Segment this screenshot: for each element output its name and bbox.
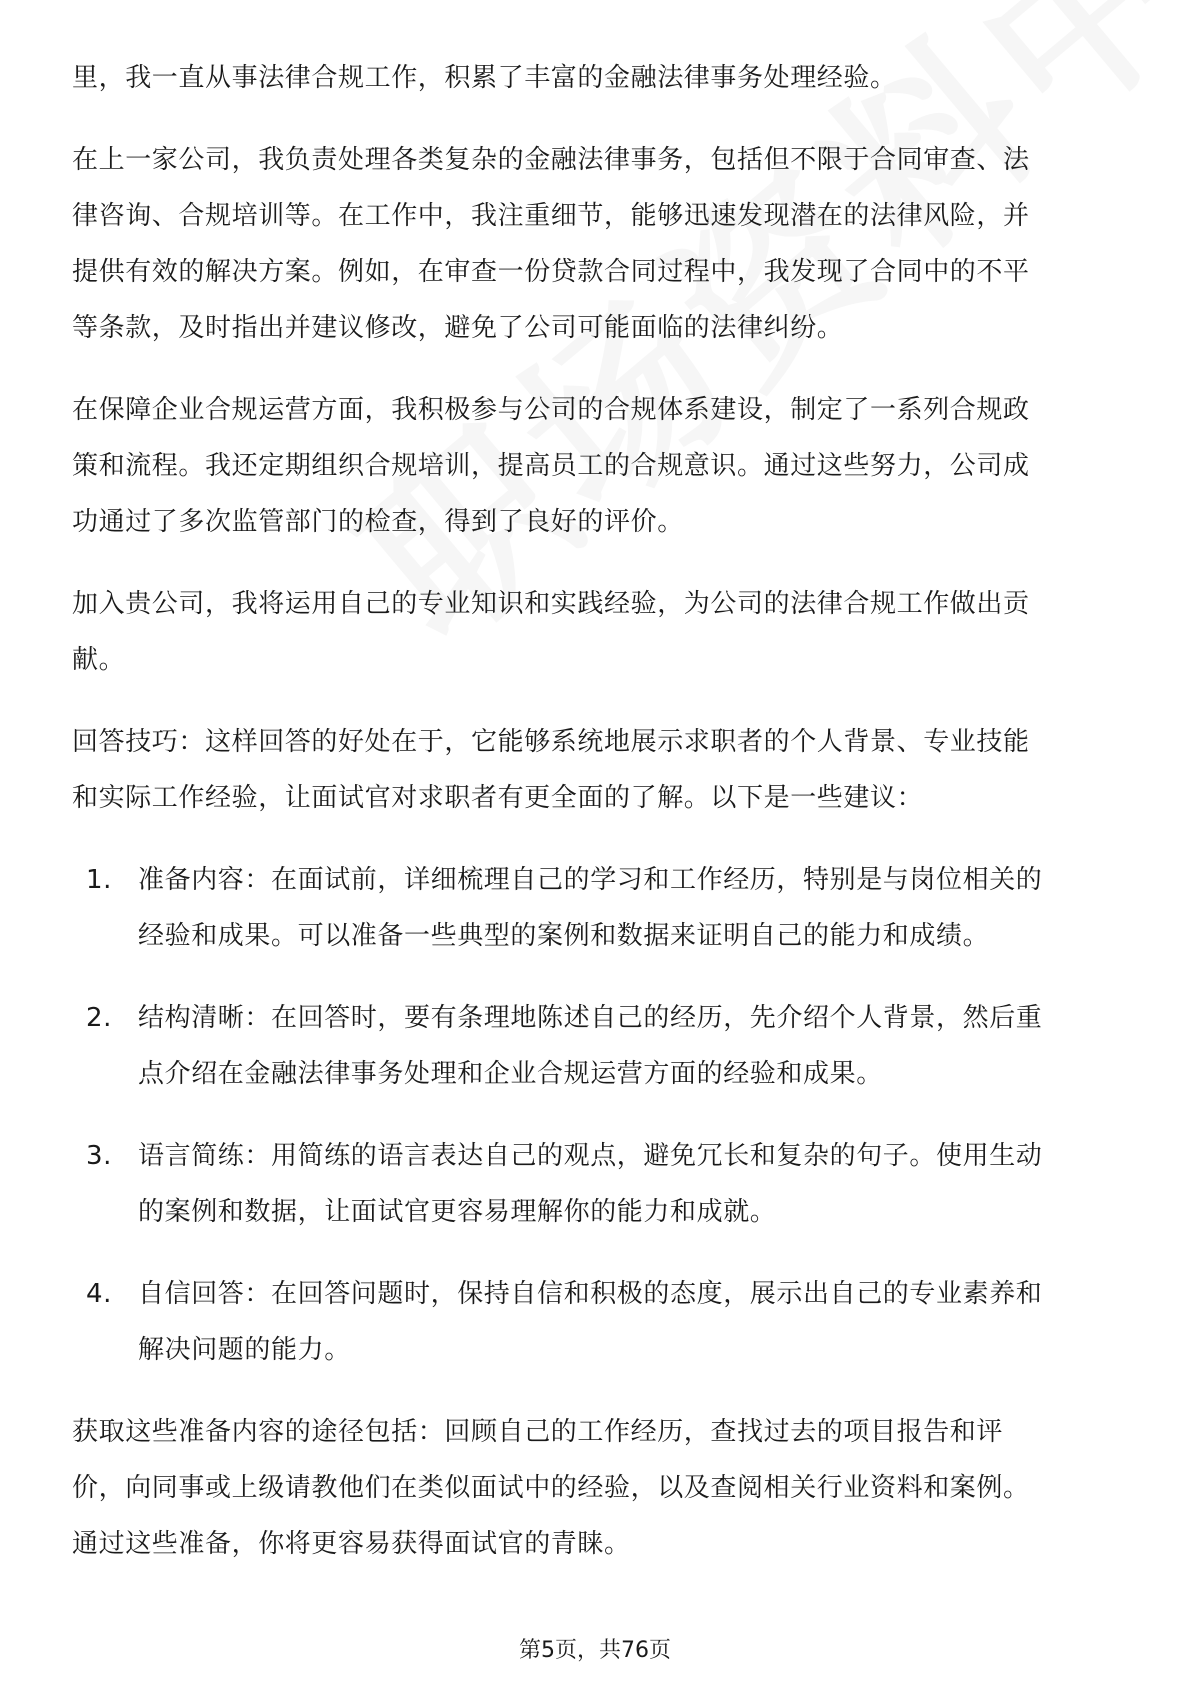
paragraph [72,132,1122,356]
paragraph [72,714,1122,826]
text-line: 解决问题的能力。 [138,1335,351,1365]
text-line: 通过这些准备，你将更容易获得面试官的青睐。 [72,1529,631,1559]
text-line: 里，我一直从事法律合规工作，积累了丰富的金融法律事务处理经验。 [72,63,897,93]
closing-paragraph [72,1404,1122,1572]
text-line: 的案例和数据，让面试官更容易理解你的能力和成就。 [138,1197,777,1227]
text-line: 价，向同事或上级请教他们在类似面试中的经验，以及查阅相关行业资料和案例。 [72,1473,1030,1503]
text-line: 提供有效的解决方案。例如，在审查一份贷款合同过程中，我发现了合同中的不平 [72,257,1030,287]
text-line: 回答技巧：这样回答的好处在于，它能够系统地展示求职者的个人背景、专业技能 [72,727,1030,757]
text-line: 准备内容：在面试前，详细梳理自己的学习和工作经历，特别是与岗位相关的 [138,865,1043,895]
text-line: 等条款，及时指出并建议修改，避免了公司可能面临的法律纠纷。 [72,313,844,343]
text-line: 律咨询、合规培训等。在工作中，我注重细节，能够迅速发现潜在的法律风险，并 [72,201,1030,231]
paragraph [72,382,1122,550]
list-item-number: 1. [86,865,113,895]
paragraph [72,576,1122,688]
paragraph [72,50,1122,106]
list-item [86,1266,1122,1378]
text-line: 在上一家公司，我负责处理各类复杂的金融法律事务，包括但不限于合同审查、法 [72,145,1030,175]
text-line: 获取这些准备内容的途径包括：回顾自己的工作经历，查找过去的项目报告和评 [72,1417,1004,1447]
list-item [86,990,1122,1102]
text-line: 策和流程。我还定期组织合规培训，提高员工的合规意识。通过这些努力，公司成 [72,451,1030,481]
text-line: 经验和成果。可以准备一些典型的案例和数据来证明自己的能力和成绩。 [138,921,990,951]
list-item-number: 2. [86,1003,113,1033]
text-line: 结构清晰：在回答时，要有条理地陈述自己的经历，先介绍个人背景，然后重 [138,1003,1043,1033]
text-line: 语言简练：用简练的语言表达自己的观点，避免冗长和复杂的句子。使用生动 [138,1141,1043,1171]
tips-list [72,852,1122,1378]
text-line: 和实际工作经验，让面试官对求职者有更全面的了解。以下是一些建议： [72,783,924,813]
document-body [72,50,1122,1598]
text-line: 点介绍在金融法律事务处理和企业合规运营方面的经验和成果。 [138,1059,883,1089]
text-line: 加入贵公司，我将运用自己的专业知识和实践经验，为公司的法律合规工作做出贡 [72,589,1030,619]
text-line: 在保障企业合规运营方面，我积极参与公司的合规体系建设，制定了一系列合规政 [72,395,1030,425]
list-item [86,1128,1122,1240]
text-line: 功通过了多次监管部门的检查，得到了良好的评价。 [72,507,684,537]
list-item [86,852,1122,964]
page-number-footer: 第5页，共76页 [519,1638,671,1663]
text-line: 献。 [72,645,126,675]
text-line: 自信回答：在回答问题时，保持自信和积极的态度，展示出自己的专业素养和 [138,1279,1043,1309]
paragraphs-top [72,50,1122,826]
list-item-number: 3. [86,1141,113,1171]
list-item-number: 4. [86,1279,113,1309]
